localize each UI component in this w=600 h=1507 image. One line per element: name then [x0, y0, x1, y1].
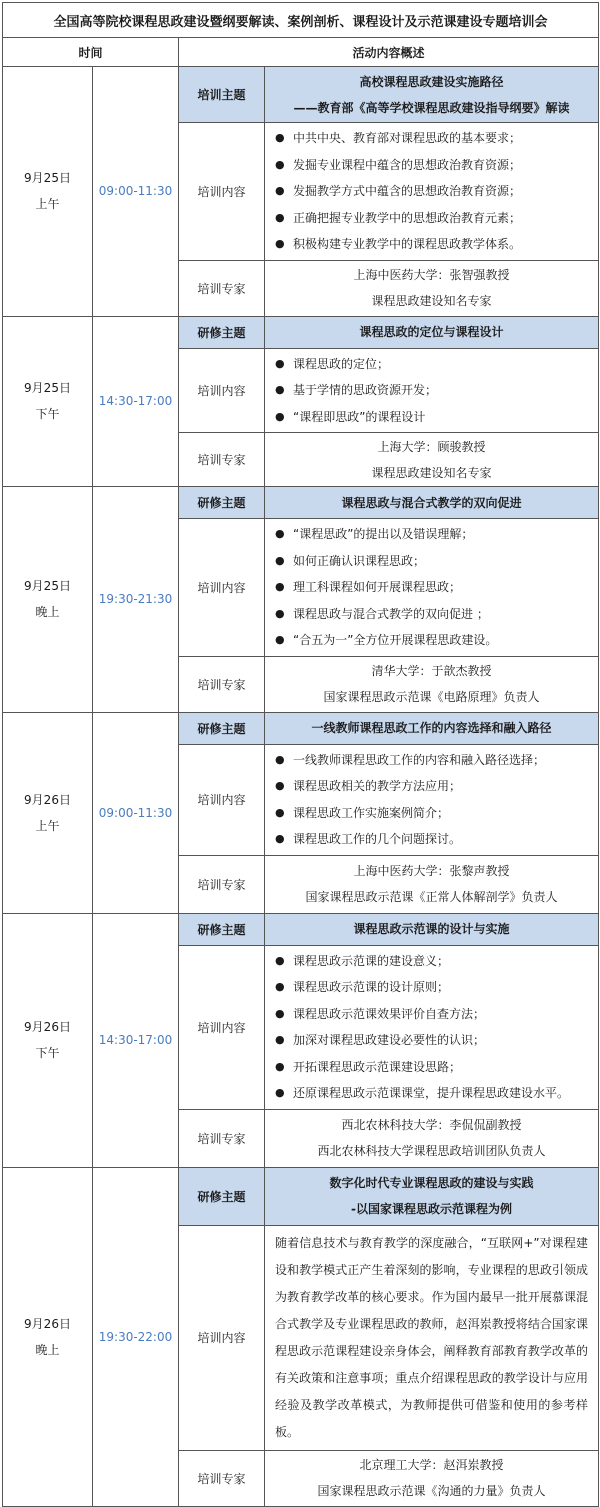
theme-label: 研修主题: [179, 913, 265, 945]
theme-title: [265, 712, 599, 744]
content-list: [265, 123, 598, 260]
session-time: 19:30-21:30: [93, 487, 179, 713]
theme-title: [265, 67, 599, 123]
content-list-item: ● 课程思政与混合式教学的双向促进 ；: [275, 601, 598, 628]
expert-line: 国家课程思政示范课《沟通的力量》负责人: [317, 1484, 546, 1498]
theme-title: [265, 1167, 599, 1225]
session-theme-row: [3, 67, 599, 123]
theme-line: 数字化时代专业课程思政的建设与实践: [329, 1176, 534, 1190]
theme-label: 研修主题: [179, 712, 265, 744]
content-list-item: ● 理工科课程如何开展课程思政；: [275, 574, 598, 601]
expert-label: 培训专家: [179, 433, 265, 487]
content-list-item: ● 课程思政示范课效果评价自查方法；: [275, 1001, 598, 1028]
session-date-cell: [3, 913, 93, 1167]
content-label: 培训内容: [179, 348, 265, 433]
session-theme-row: [3, 316, 599, 348]
session-period: 下午: [35, 407, 60, 422]
content-paragraph: 随着信息技术与教育教学的深度融合，“互联网+”对课程建设和教学模式正产生着深刻的影响，专业课程的思政引领成为教育教学改革的核心要求。作为国内最早一批开展慕课混合式教学及专业课程思政的教师，赵洱岽教授将结合国家课程思政示范课程建设亲身体会，阐释教育部教育教学改革的有关政策和注意事项；重点介绍课程思政的教学设计与应用经验及教学改革模式，为教师提供可借鉴和使用的参考样板。: [275, 1235, 589, 1439]
content-label: 培训内容: [179, 123, 265, 261]
theme-line: 课程思政示范课的设计与实施: [353, 922, 510, 936]
content-list: [265, 946, 598, 1109]
theme-label: 研修主题: [179, 1167, 265, 1225]
theme-title: [265, 316, 599, 348]
content-list-item: ● 课程思政示范课的建设意义；: [275, 948, 598, 975]
content-list-item: ● 课程思政示范课的设计原则；: [275, 974, 598, 1001]
session-theme-row: [3, 712, 599, 744]
content-list-item: ● 正确把握专业教学中的思想政治教育元素；: [275, 205, 598, 232]
expert-line: 上海中医药大学：张智强教授: [353, 268, 510, 282]
schedule-table: [2, 2, 599, 1507]
content-cell: [265, 123, 599, 261]
content-list-item: ● 还原课程思政示范课课堂，提升课程思政建设水平。: [275, 1080, 598, 1107]
content-list-item: ● 加深对课程思政建设必要性的认识；: [275, 1027, 598, 1054]
theme-label: 培训主题: [179, 67, 265, 123]
content-list-item: ● 课程思政的定位；: [275, 351, 598, 378]
session-theme-row: [3, 487, 599, 519]
content-label: 培训内容: [179, 1225, 265, 1450]
session-time: 14:30-17:00: [93, 913, 179, 1167]
session-date: 9月26日: [24, 1316, 71, 1331]
session-theme-row: [3, 913, 599, 945]
session-theme-row: [3, 1167, 599, 1225]
expert-label: 培训专家: [179, 656, 265, 712]
expert-line: 课程思政建设知名专家: [371, 294, 492, 308]
content-cell: [265, 1225, 599, 1450]
content-list-item: ● 一线教师课程思政工作的内容和融入路径选择；: [275, 747, 598, 774]
theme-label: 研修主题: [179, 316, 265, 348]
theme-title: [265, 913, 599, 945]
content-list-item: ● 开拓课程思政示范课建设思路；: [275, 1054, 598, 1081]
content-cell: [265, 348, 599, 433]
session-time: 09:00-11:30: [93, 67, 179, 317]
session-time: 19:30-22:00: [93, 1167, 179, 1506]
session-period: 下午: [35, 1046, 60, 1060]
expert-line: 清华大学：于歆杰教授: [371, 664, 492, 678]
expert-info: [265, 260, 599, 316]
session-time: 09:00-11:30: [93, 712, 179, 913]
content-list-item: ● 发掘专业课程中蕴含的思想政治教育资源；: [275, 152, 598, 179]
content-list-item: ● “合五为一”全方位开展课程思政建设。: [275, 627, 598, 654]
session-date-cell: [3, 487, 93, 713]
session-date: 9月25日: [24, 171, 71, 186]
theme-line: -以国家课程思政示范课程为例: [351, 1202, 512, 1216]
session-date: 9月26日: [24, 1020, 71, 1034]
expert-line: 国家课程思政示范课《电路原理》负责人: [323, 690, 540, 704]
session-date-cell: [3, 712, 93, 913]
session-date: 9月25日: [24, 579, 71, 594]
content-label: 培训内容: [179, 744, 265, 855]
session-period: 晚上: [35, 1342, 60, 1357]
expert-line: 西北农林科技大学课程思政培训团队负责人: [317, 1144, 546, 1158]
expert-info: [265, 656, 599, 712]
content-list: [265, 349, 598, 433]
content-list-item: ● 课程思政工作实施案例简介；: [275, 800, 598, 827]
content-list-item: ● 中共中央、教育部对课程思政的基本要求；: [275, 125, 598, 152]
theme-label: 研修主题: [179, 487, 265, 519]
expert-label: 培训专家: [179, 260, 265, 316]
theme-line: 一线教师课程思政工作的内容选择和融入路径: [311, 721, 552, 735]
expert-line: 西北农林科技大学：李侃侃副教授: [341, 1118, 522, 1132]
header-time: 时间: [3, 38, 179, 67]
session-period: 晚上: [35, 605, 60, 620]
expert-label: 培训专家: [179, 1109, 265, 1167]
content-label: 培训内容: [179, 519, 265, 657]
expert-info: [265, 1450, 599, 1506]
session-date: 9月26日: [24, 792, 71, 807]
expert-label: 培训专家: [179, 1450, 265, 1506]
theme-line: 高校课程思政建设实施路径: [359, 74, 504, 89]
expert-line: 北京理工大学：赵洱岽教授: [359, 1458, 504, 1472]
session-time: 14:30-17:00: [93, 316, 179, 487]
content-list-item: ● 课程思政相关的教学方法应用；: [275, 773, 598, 800]
header-content: 活动内容概述: [179, 38, 599, 67]
content-list-item: ● 课程思政工作的几个问题探讨。: [275, 826, 598, 853]
expert-info: [265, 855, 599, 913]
expert-label: 培训专家: [179, 855, 265, 913]
document-title: 全国高等院校课程思政建设暨纲要解读、案例剖析、课程设计及示范课建设专题培训会: [3, 3, 599, 38]
content-list-item: ● 积极构建专业教学中的课程思政教学体系。: [275, 231, 598, 258]
content-cell: [265, 945, 599, 1109]
session-period: 上午: [35, 197, 60, 212]
expert-info: [265, 433, 599, 487]
content-list: [265, 745, 598, 855]
content-list-item: ● “课程思政”的提出以及错误理解；: [275, 521, 598, 548]
content-label: 培训内容: [179, 945, 265, 1109]
expert-line: 上海中医药大学：张黎声教授: [353, 864, 510, 878]
session-date-cell: [3, 316, 93, 487]
theme-line: 课程思政的定位与课程设计: [359, 325, 504, 339]
content-list-item: ● “课程即思政”的课程设计: [275, 404, 598, 431]
theme-line: ——教育部《高等学校课程思政建设指导纲要》解读: [293, 100, 570, 115]
content-list-item: ● 如何正确认识课程思政；: [275, 548, 598, 575]
expert-line: 国家课程思政示范课《正常人体解剖学》负责人: [305, 890, 558, 904]
theme-title: [265, 487, 599, 519]
content-list: [265, 519, 598, 656]
session-period: 上午: [35, 818, 60, 833]
expert-info: [265, 1109, 599, 1167]
expert-line: 上海大学：顾骏教授: [377, 439, 486, 454]
content-cell: [265, 744, 599, 855]
expert-line: 课程思政建设知名专家: [371, 465, 492, 480]
content-cell: [265, 519, 599, 657]
session-date: 9月25日: [24, 381, 71, 396]
session-date-cell: [3, 67, 93, 317]
session-date-cell: [3, 1167, 93, 1506]
content-list-item: ● 基于学情的思政资源开发；: [275, 377, 598, 404]
theme-line: 课程思政与混合式教学的双向促进: [341, 495, 522, 510]
content-list-item: ● 发掘教学方式中蕴含的思想政治教育资源；: [275, 178, 598, 205]
